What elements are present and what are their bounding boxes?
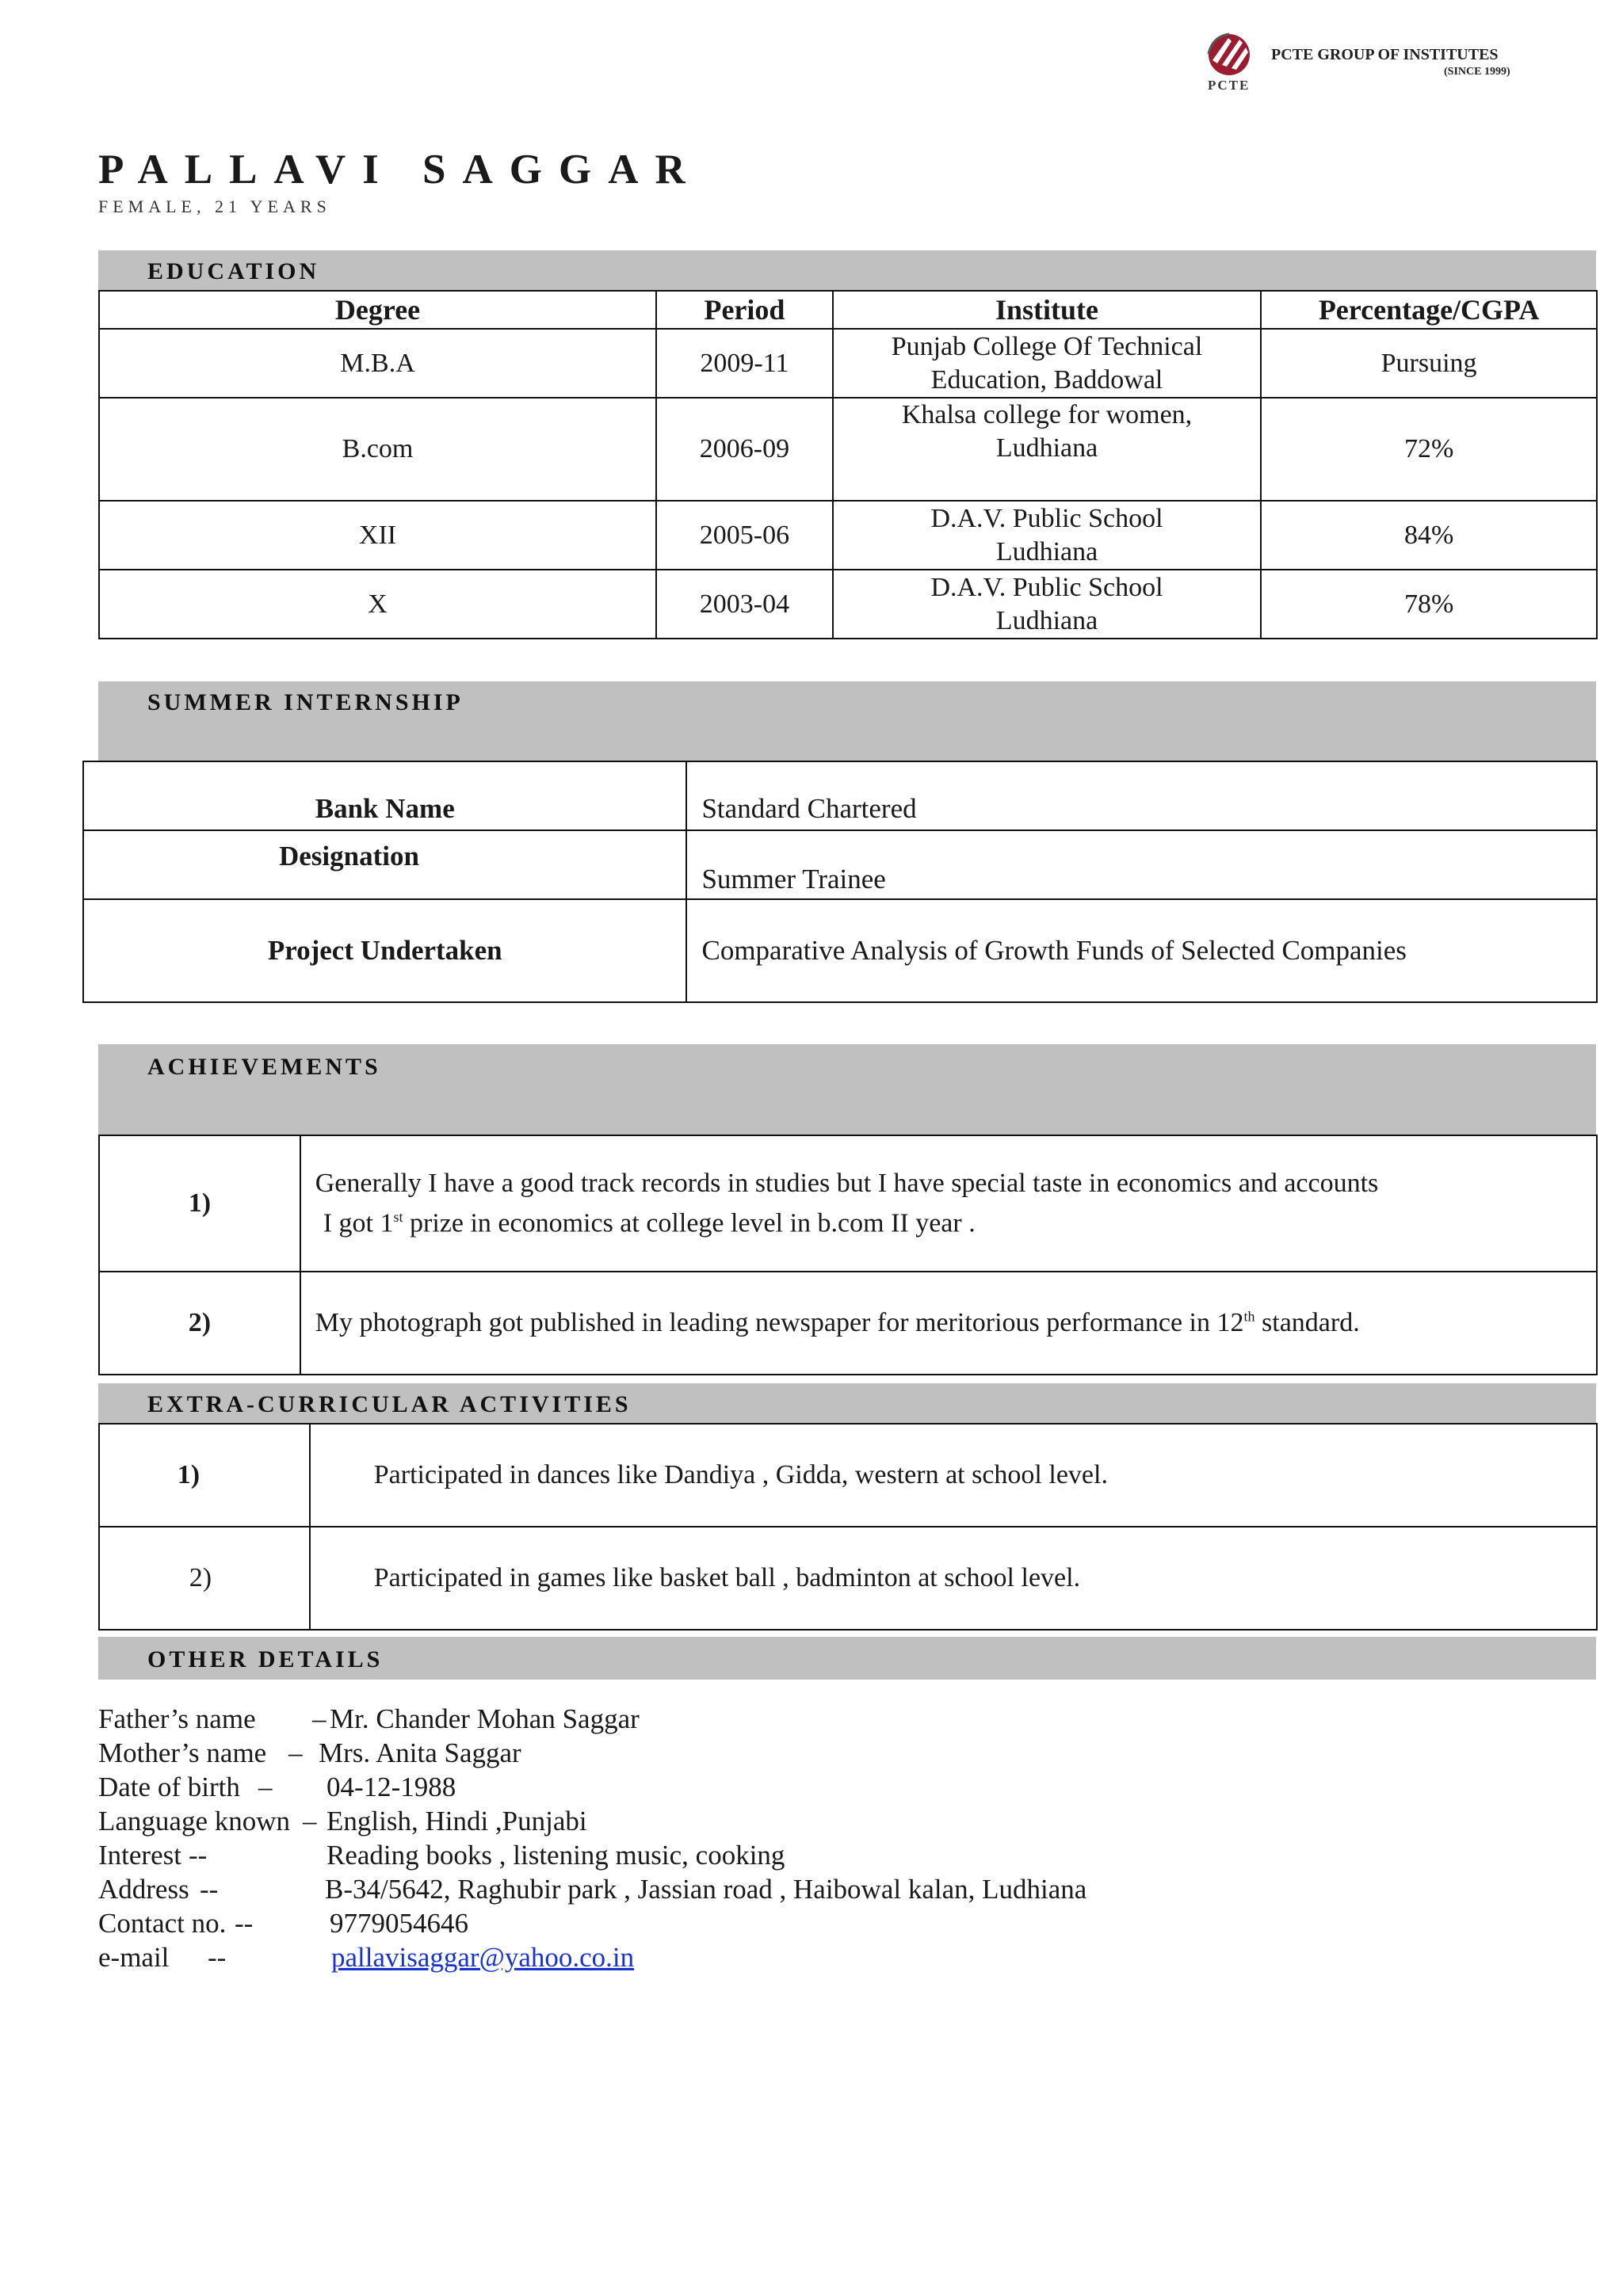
extra-title: EXTRA-CURRICULAR ACTIVITIES bbox=[147, 1391, 632, 1417]
achievement-number: 2) bbox=[99, 1272, 300, 1375]
achievement-line-part: I got 1 bbox=[323, 1208, 394, 1238]
detail-sep: -- bbox=[200, 1874, 219, 1905]
achievement-text bbox=[300, 1272, 1597, 1375]
table-row bbox=[99, 1135, 1597, 1272]
degree-cell: M.B.A bbox=[99, 329, 656, 398]
score-cell: 78% bbox=[1261, 570, 1597, 639]
detail-label: Contact no. bbox=[98, 1908, 227, 1939]
achievements-section-bar bbox=[98, 1044, 1596, 1135]
table-row bbox=[99, 398, 1597, 501]
education-header-degree: Degree bbox=[99, 291, 656, 329]
institute-line: Punjab College Of Technical bbox=[891, 331, 1203, 361]
internship-label: Designation bbox=[83, 830, 686, 899]
period-cell: 2005-06 bbox=[656, 501, 833, 570]
detail-value: 9779054646 bbox=[330, 1908, 468, 1939]
achievement-line: Generally I have a good track records in studies but I have special taste in economics and accounts bbox=[315, 1168, 1379, 1198]
extra-text: Participated in dances like Dandiya , Gidda, western at school level. bbox=[310, 1424, 1597, 1527]
institute-line: D.A.V. Public School bbox=[930, 572, 1163, 602]
achievement-text bbox=[300, 1135, 1597, 1272]
internship-value: Standard Chartered bbox=[686, 761, 1597, 830]
achievement-line bbox=[315, 1200, 1596, 1240]
detail-sep: -- bbox=[189, 1840, 208, 1871]
period-cell: 2006-09 bbox=[656, 398, 833, 501]
score-cell: 84% bbox=[1261, 501, 1597, 570]
internship-label: Bank Name bbox=[83, 761, 686, 830]
detail-label: e-mail bbox=[98, 1942, 170, 1973]
institute-line: Education, Baddowal bbox=[930, 364, 1163, 395]
table-row bbox=[99, 1272, 1597, 1375]
pcte-logo-icon bbox=[1205, 30, 1254, 79]
achievement-line-part: My photograph got published in leading newspaper for meritorious performance in 12 bbox=[315, 1308, 1244, 1337]
detail-value: English, Hindi ,Punjabi bbox=[327, 1806, 587, 1836]
detail-sep: – bbox=[258, 1772, 273, 1802]
internship-title: SUMMER INTERNSHIP bbox=[147, 689, 464, 715]
detail-value: B-34/5642, Raghubir park , Jassian road , Haibowal kalan, Ludhiana bbox=[325, 1874, 1087, 1905]
degree-cell: XII bbox=[99, 501, 656, 570]
extra-section-bar bbox=[98, 1383, 1596, 1423]
extra-number: 1) bbox=[99, 1424, 310, 1527]
table-row bbox=[83, 830, 1597, 899]
detail-label: Language known bbox=[98, 1806, 291, 1836]
detail-label: Mother’s name bbox=[98, 1737, 267, 1768]
institute-logo bbox=[1205, 30, 1537, 101]
table-row bbox=[99, 570, 1597, 639]
detail-label: Date of birth bbox=[98, 1772, 240, 1802]
score-cell: 72% bbox=[1261, 398, 1597, 501]
period-cell: 2003-04 bbox=[656, 570, 833, 639]
other-title: OTHER DETAILS bbox=[147, 1646, 384, 1672]
ordinal-suffix: th bbox=[1243, 1308, 1255, 1325]
achievements-table bbox=[98, 1135, 1598, 1375]
detail-sep: -- bbox=[235, 1908, 254, 1939]
institute-cell bbox=[833, 570, 1261, 639]
candidate-subtitle: FEMALE, 21 YEARS bbox=[98, 196, 331, 216]
internship-table bbox=[82, 761, 1598, 1003]
detail-sep: – bbox=[288, 1737, 303, 1768]
education-section-bar bbox=[98, 250, 1596, 290]
institute-cell bbox=[833, 329, 1261, 398]
logo-name: PCTE GROUP OF INSTITUTES bbox=[1271, 46, 1499, 63]
other-section-bar bbox=[98, 1637, 1596, 1680]
achievement-number: 1) bbox=[99, 1135, 300, 1272]
table-row bbox=[99, 1527, 1597, 1630]
table-row bbox=[99, 329, 1597, 398]
achievement-line-part: standard. bbox=[1254, 1308, 1360, 1337]
internship-section-bar bbox=[98, 681, 1596, 761]
education-header-institute: Institute bbox=[833, 291, 1261, 329]
detail-sep: – bbox=[303, 1806, 317, 1836]
institute-line: D.A.V. Public School bbox=[930, 503, 1163, 533]
achievement-line-part: prize in economics at college level in b.com II year . bbox=[403, 1208, 976, 1238]
detail-value: Mrs. Anita Saggar bbox=[319, 1737, 521, 1768]
detail-sep: – bbox=[312, 1703, 327, 1734]
detail-value: Mr. Chander Mohan Saggar bbox=[330, 1703, 640, 1734]
table-row bbox=[99, 1424, 1597, 1527]
institute-line: Ludhiana bbox=[995, 605, 1098, 635]
detail-label: Interest bbox=[98, 1840, 181, 1871]
table-row bbox=[83, 761, 1597, 830]
period-cell: 2009-11 bbox=[656, 329, 833, 398]
ordinal-suffix: st bbox=[393, 1208, 403, 1225]
education-table bbox=[98, 290, 1598, 639]
internship-value: Summer Trainee bbox=[686, 830, 1597, 899]
degree-cell: X bbox=[99, 570, 656, 639]
detail-value: Reading books , listening music, cooking bbox=[327, 1840, 785, 1871]
extra-number: 2) bbox=[99, 1527, 310, 1630]
logo-since: (SINCE 1999) bbox=[1444, 66, 1510, 78]
education-header-period: Period bbox=[656, 291, 833, 329]
table-row bbox=[83, 899, 1597, 1002]
education-header-row bbox=[99, 291, 1597, 329]
detail-sep: -- bbox=[208, 1942, 227, 1973]
detail-label: Father’s name bbox=[98, 1703, 256, 1734]
candidate-name: PALLAVI SAGGAR bbox=[98, 147, 702, 193]
institute-cell bbox=[833, 501, 1261, 570]
score-cell: Pursuing bbox=[1261, 329, 1597, 398]
education-title: EDUCATION bbox=[147, 258, 320, 284]
internship-label: Project Undertaken bbox=[83, 899, 686, 1002]
institute-line: Khalsa college for women, bbox=[901, 400, 1193, 429]
table-row bbox=[99, 501, 1597, 570]
extra-table bbox=[98, 1423, 1598, 1630]
detail-label: Address bbox=[98, 1874, 189, 1905]
internship-value: Comparative Analysis of Growth Funds of Selected Companies bbox=[686, 899, 1597, 1002]
degree-cell: B.com bbox=[99, 398, 656, 501]
institute-line: Ludhiana bbox=[995, 536, 1098, 566]
extra-text: Participated in games like basket ball , badminton at school level. bbox=[310, 1527, 1597, 1630]
logo-short-text: PCTE bbox=[1208, 78, 1251, 93]
institute-line: Ludhiana bbox=[995, 433, 1098, 463]
institute-cell bbox=[833, 398, 1261, 501]
education-header-score: Percentage/CGPA bbox=[1261, 291, 1597, 329]
email-link[interactable]: pallavisaggar@yahoo.co.in bbox=[331, 1942, 635, 1973]
achievements-title: ACHIEVEMENTS bbox=[147, 1054, 381, 1080]
detail-value: 04-12-1988 bbox=[327, 1772, 456, 1802]
